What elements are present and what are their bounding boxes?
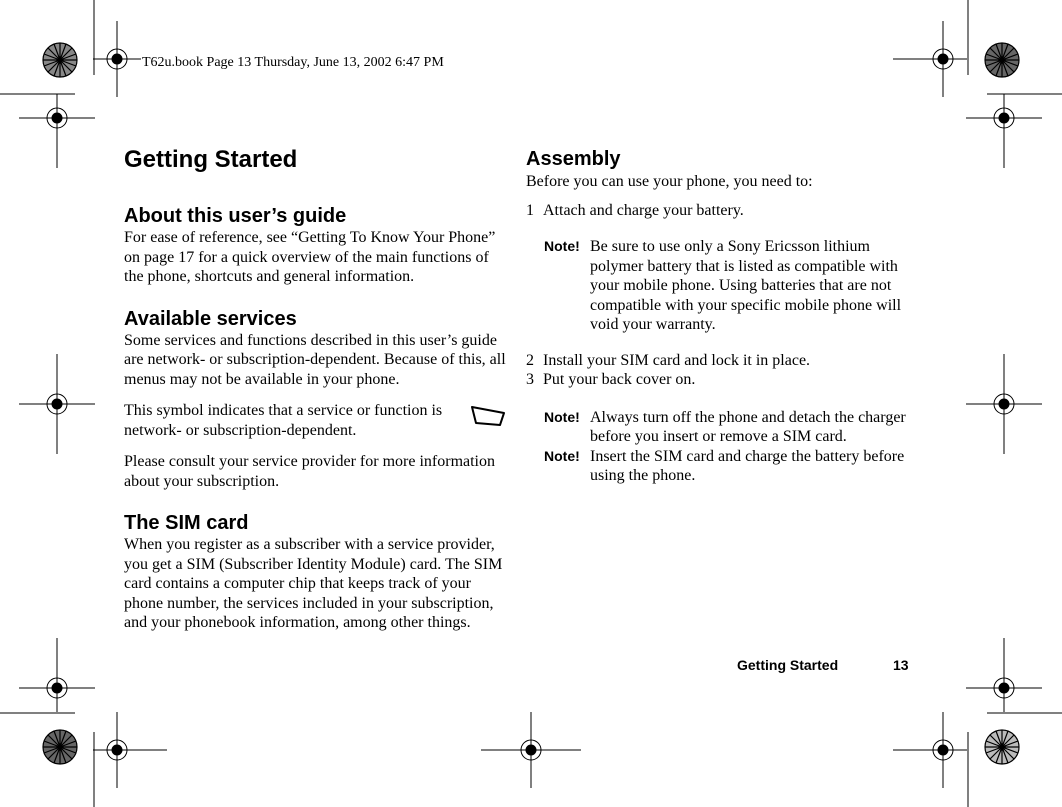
- footer-section-title: Getting Started: [737, 657, 839, 673]
- services-consult: Please consult your service provider for more information about your subscription.: [124, 453, 495, 490]
- sim-body: When you register as a subscriber with a service provider, you get a SIM (Subscriber Identity Module) card. The SIM card contains a computer chip that keeps track of your phone number, the services included in your subscription, and your phonebook information, among other things.: [124, 536, 503, 631]
- step-text: Install your SIM card and lock it in place.: [543, 351, 811, 369]
- step-text: Attach and charge your battery.: [543, 201, 744, 219]
- page-number: 13: [893, 657, 909, 673]
- left-column: [124, 142, 508, 653]
- note-block: [526, 237, 916, 335]
- step-number: 2: [526, 351, 534, 369]
- starburst-icon: [985, 43, 1019, 77]
- note-text: Be sure to use only a Sony Ericsson lithium polymer battery that is listed as compatible with your mobile phone. Using batteries that are not compatible with your specific mobile phone will void your warranty.: [590, 238, 902, 333]
- step-text: Put your back cover on.: [543, 371, 696, 388]
- services-body: Some services and functions described in this user’s guide are network- or subscription-dependent. Because of this, all menus may not be available in your phone.: [124, 331, 506, 388]
- note-label: Note!: [544, 447, 580, 464]
- assembly-intro: Before you can use your phone, you need to:: [526, 173, 813, 190]
- services-section: [124, 307, 508, 492]
- services-heading: Available services: [124, 307, 297, 330]
- network-dependent-icon: [470, 405, 506, 427]
- note-label: Note!: [544, 238, 580, 254]
- step-number: 3: [526, 371, 534, 388]
- step-item: [526, 201, 916, 221]
- note-block: [526, 408, 916, 447]
- page-title: Getting Started: [124, 146, 298, 173]
- assembly-heading: Assembly: [526, 148, 621, 170]
- symbol-description: This symbol indicates that a service or function is network- or subscription-dependent.: [124, 402, 443, 439]
- print-header: T62u.book Page 13 Thursday, June 13, 2002 6:47 PM: [142, 55, 444, 70]
- sim-section: [124, 511, 508, 633]
- step-item: [526, 370, 916, 390]
- about-section: [124, 204, 508, 287]
- sim-heading: The SIM card: [124, 512, 249, 534]
- step-number: 1: [526, 201, 534, 219]
- note-text: Always turn off the phone and detach the charger before you insert or remove a SIM card.: [590, 408, 906, 445]
- about-heading: About this user’s guide: [124, 205, 347, 227]
- about-body: For ease of reference, see “Getting To Know Your Phone” on page 17 for a quick overview of the main functions of the phone, shortcuts and general information.: [124, 229, 496, 285]
- starburst-icon: [43, 43, 77, 77]
- starburst-icon: [985, 730, 1019, 764]
- right-column: [526, 146, 916, 486]
- symbol-row: [124, 401, 508, 440]
- step-item: [526, 351, 916, 371]
- note-label: Note!: [544, 408, 580, 425]
- note-text: Insert the SIM card and charge the battery before using the phone.: [590, 447, 905, 484]
- note-block: [526, 447, 916, 486]
- starburst-icon: [43, 730, 77, 764]
